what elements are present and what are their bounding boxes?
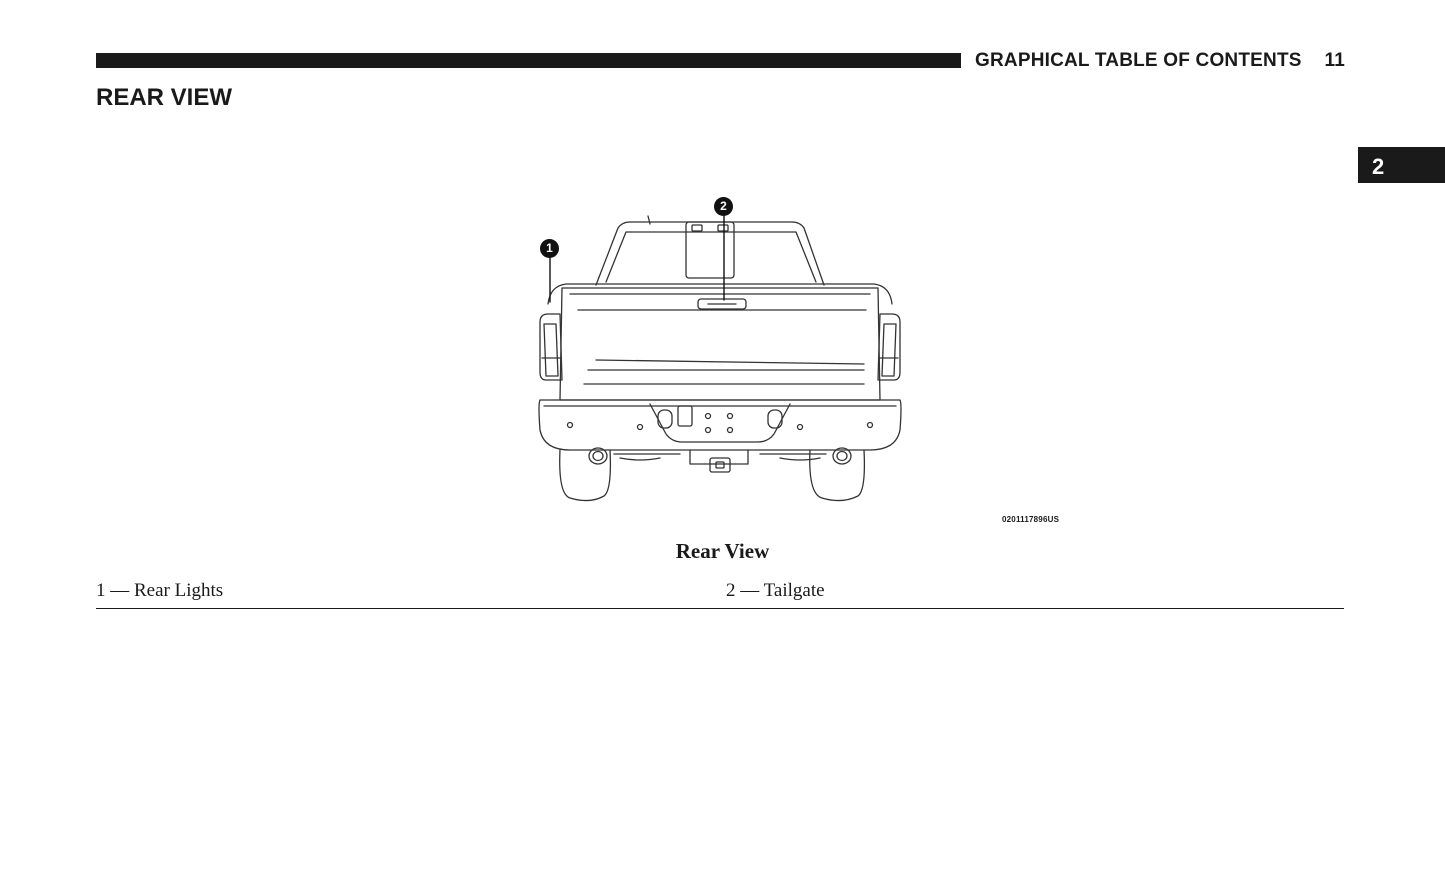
chapter-tab: 2 [1358, 147, 1445, 183]
rear-view-illustration [530, 192, 910, 512]
callout-marker-1: 1 [540, 239, 559, 258]
running-header [975, 50, 1345, 72]
figure-caption: Rear View [675, 539, 770, 563]
page-number: 11 [1324, 50, 1345, 71]
legend-item-tailgate: 2 — Tailgate [726, 580, 825, 601]
figure-legend [96, 580, 1344, 609]
figure-code: 0201117896US [1002, 515, 1060, 524]
callout-marker-2: 2 [714, 197, 733, 216]
header-rule [96, 53, 961, 68]
header-section-name: GRAPHICAL TABLE OF CONTENTS [975, 50, 1302, 71]
page-title: REAR VIEW [96, 84, 233, 111]
legend-item-rear-lights: 1 — Rear Lights [96, 580, 224, 601]
